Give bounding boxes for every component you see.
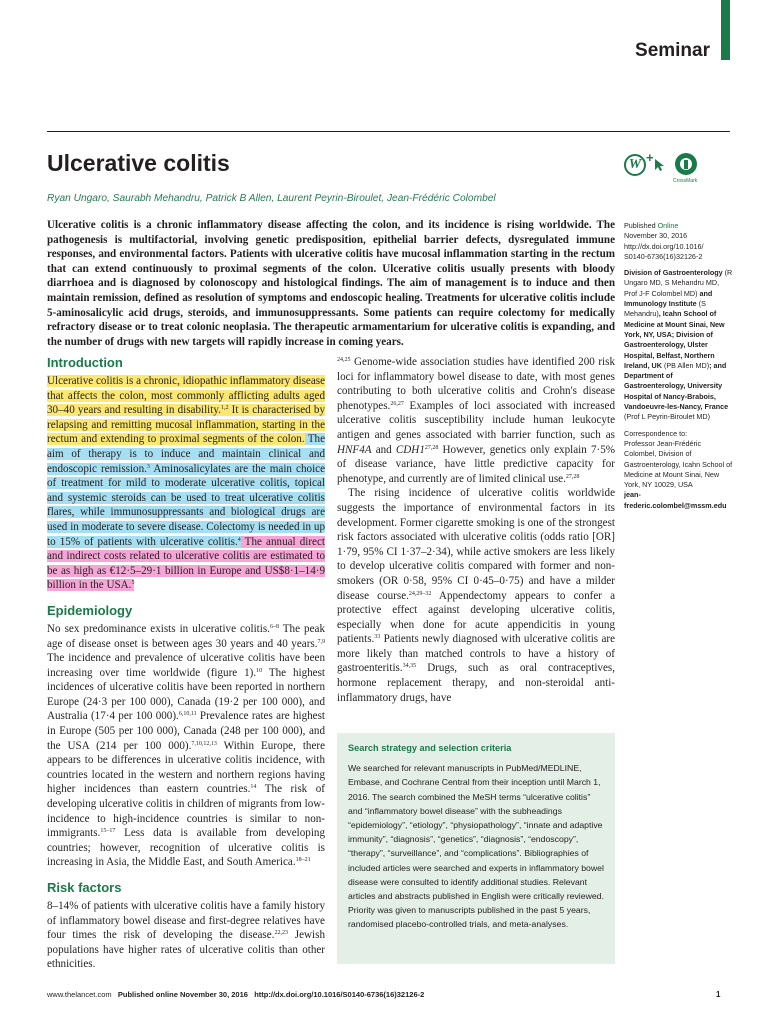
correspondence [624,429,734,511]
epidemiology-paragraph: No sex predominance exists in ulcerative colitis.$^{6-8}$ The peak age of disease onset is between ages 30 years and 40 years.$^{7,9}$ The incidence and prevalence of ulcerative colitis have been increasing over time worldwide (figure 1).$^{10}$ The highest incidences of ulcerative colitis have been reported in northern Europe (24·3 per 100 000), Canada (19·2 per 100 000), and Australia (17·4 per 100 000).$^{6,10,11}$ Prevalence rates are highest in Europe (505 per 100 000), Canada (248 per 100 000), and the USA (214 per 100 000).$^{7,10,12,13}$ Within Europe, there appears to be differences in ulcerative colitis incidence, with countries located in the western and northern regions having higher incidences than eastern countries.$^{14}$ The risk of developing ulcerative colitis in children of migrants from low-incidence to high-incidence countries is similar to non-immigrants.$^{15-17}$ Less data is available from developing countries; however, recognition of ulcerative colitis is increasing in Asia, the Middle East, and South America.$^{18-21}$ [47,622,326,869]
correspondence-body: Professor Jean-Frédéric Colombel, Division of Gastroenterology, Icahn School of Medicine at Mount Sinai, New York, NY 10029, USA [624,438,733,490]
introduction-paragraph [47,374,325,593]
search-strategy-title: Search strategy and selection criteria [348,743,512,753]
right-column [337,355,615,705]
section-color-bar [721,0,730,60]
crossmark-icon[interactable] [674,152,698,176]
footer-doi[interactable]: http://dx.doi.org/10.1016/S0140-6736(16)32126-2 [254,990,425,999]
article-icons [624,150,704,190]
environment-paragraph: The rising incidence of ulcerative colitis worldwide suggests the importance of environmental factors in its development. Former cigarette smoking is one of the strongest risk factors associated with ulcerative colitis (odds ratio [OR] 1·79, 95% CI 1·37–2·34), while active smokers are less likely to develop ulcerative colitis compared with former and non-smokers (OR 0·58, 95% CI 0·45–0·75) and have a milder disease course.$^{24,29-32}$ Appendectomy appears to confer a protective effect against developing ulcerative colitis, especially when done for acute appendicitis in young patients.$^{33}$ Patients newly diagnosed with ulcerative colitis are more likely than matched controls to have a history of gastroenteritis.$^{34,35}$ Drugs, such as oral contraceptives, hormone replacement therapy, and non-steroidal anti-inflammatory drugs, have [337,487,615,704]
correspondence-email[interactable]: jean-frederic.colombel@mssm.edu [624,490,727,510]
search-strategy-body: We searched for relevant manuscripts in PubMed/MEDLINE, Embase, and Cochrane Central from their inception until March 1, 2016. The search combined the MeSH terms “ulcerative colitis” and “inflammatory bowel disease” with the subheadings “epidemiology”, “etiology”, “physiopathology”, “innate and adaptive immunity”, “diagnosis”, “genetics”, “diagnosis”, “endoscopy”, “therapy”, “surveillance”, and “complications”. Bibliographies of included articles were searched and experts in inflammatory bowel disease were consulted to identify additional studies. Relevant articles and abstracts published in English were critically reviewed. Priority was given to manuscripts published in the past 5 years, randomised placebo-controlled trials, and meta-analyses. [348,763,604,930]
published-date: November 30, 2016 [624,231,688,241]
risk-factors-heading: Risk factors [47,880,122,895]
published-online-link[interactable]: Online [657,221,679,230]
page-number: 1 [716,990,721,999]
footer-published: Published online November 30, 2016 [117,990,248,999]
page-footer [47,990,424,999]
crossmark-label: CrossMark [673,178,698,184]
w-icon[interactable]: W [624,154,646,176]
risk-factors-paragraph-start: 8–14% of patients with ulcerative colitis have a family history of inflammatory bowel disease and first-degree relatives have four times the risk of developing the disease.$^{22,23}$ Jewish populations have higher rates of ulcerative colitis than other ethnicities. [47,900,325,971]
highlight-pink: The annual direct and indirect costs related to ulcerative colitis are estimated to be as high as €12·5–29·1 billion in Europe and US$8·1–14·9 billion in the USA.$^5$ [47,535,325,592]
sidebar [624,221,734,517]
affiliation-3-people: (Prof L Peyrin-Biroulet MD) [624,412,711,422]
abstract: Ulcerative colitis is a chronic inflammatory disease affecting the colon, and its incidence is rising worldwide. The pathogenesis is multifactorial, involving genetic predisposition, epithelial barrier defects, dysregulated immune responses, and environmental factors. Patients with ulcerative colitis have mucosal inflammation starting in the rectum that can extend continuously to proximal segments of the colon. Ulcerative colitis usually presents with bloody diarrhoea and is diagnosed by colonoscopy and histological findings. The aim of management is to induce and then maintain remission, defined as resolution of symptoms and endoscopic healing. Treatments for ulcerative colitis include 5-aminosalicylic acid drugs, steroids, and immunosuppressants. Some patients can require colectomy for medically refractory disease or to treat colonic neoplasia. The therapeutic armamentarium for ulcerative colitis is expanding, and the number of drugs with new targets will rapidly increase in coming years. [47,219,615,348]
affiliation-2-people: (PB Allen MD) [663,360,710,370]
highlight-yellow: Ulcerative colitis is a chronic, idiopathic inflammatory disease that affects the colon, most commonly afflicting adults aged 30–40 years and resulting in disability.$^{1,2}$ It is characterised by relapsing and remitting mucosal inflammation, starting in the rectum and extending to proximal segments of the colon. [47,375,325,446]
risk-factors-paragraph-cont: $^{24,25}$ Genome-wide association studies have identified 200 risk loci for inflammatory bowel disease to date, with most genes contributing to both ulcerative colitis and Crohn's disease phenotypes.$^{26,27}$ Examples of loci associated with increased ulcerative colitis susceptibility include human leukocyte antigen and genes associated with barrier function, such as HNF4A and CDH1$^{27,28}$ However, genetics only explain 7·5% of disease variance, have little predictive capacity for phenotype, and currently are of limited clinical use.$^{27,28}$ [337,356,615,485]
footer-site[interactable]: www.thelancet.com [47,990,112,999]
article-authors: Ryan Ungaro, Saurabh Mehandru, Patrick B Allen, Laurent Peyrin-Biroulet, Jean-Frédéric Colombel [47,193,496,204]
introduction-heading: Introduction [47,355,123,370]
publication-info [624,221,734,262]
affiliation-1-rest: and Immunology Institute [624,288,713,309]
doi-line-1[interactable]: http://dx.doi.org/10.1016/ [624,241,704,251]
epidemiology-heading: Epidemiology [47,602,133,618]
correspondence-label: Correspondence to: [624,428,688,438]
plus-icon: + [646,150,654,165]
affiliation-1-place: , Icahn School of Medicine at Mount Sinai, New York, NY, USA; Division of Gastroenterology, Ulster Hospital, Belfast, Northern Ireland, UK [624,309,725,370]
published-prefix: Published [624,221,658,230]
doi-line-2[interactable]: S0140-6736(16)32126-2 [624,251,703,261]
highlight-blue: The aim of therapy is to induce and maintain clinical and endoscopic remission.$^3$ Aminosalicylates are the main choice of treatment for mild to moderate ulcerative colitis, topical and systemic steroids can be used to treat ulcerative colitis flares, while immunosuppressants and biological drugs are used in moderate to severe disease. Colectomy is needed in up to 15% of patients with ulcerative colitis.$^4$ [47,433,325,548]
article-title: Ulcerative colitis [47,150,230,176]
section-label: Seminar [635,40,710,61]
affiliation-1-people: (R Ungaro MD, S Mehandru MD, Prof J-F Colombel MD) [624,268,733,298]
search-strategy-box [337,733,615,964]
affiliations [624,268,734,422]
affiliation-2-place: ; and Department of Gastroenterology, University Hospital of Nancy-Brabois, Vandoeuvre-les-Nancy, France [624,360,729,412]
cursor-icon [654,158,666,172]
left-column [47,355,325,972]
affiliation-1-name: Division of Gastroenterology [624,268,723,278]
affiliation-1-people-2: (S Mehandru) [624,299,706,319]
header-divider [47,131,730,132]
